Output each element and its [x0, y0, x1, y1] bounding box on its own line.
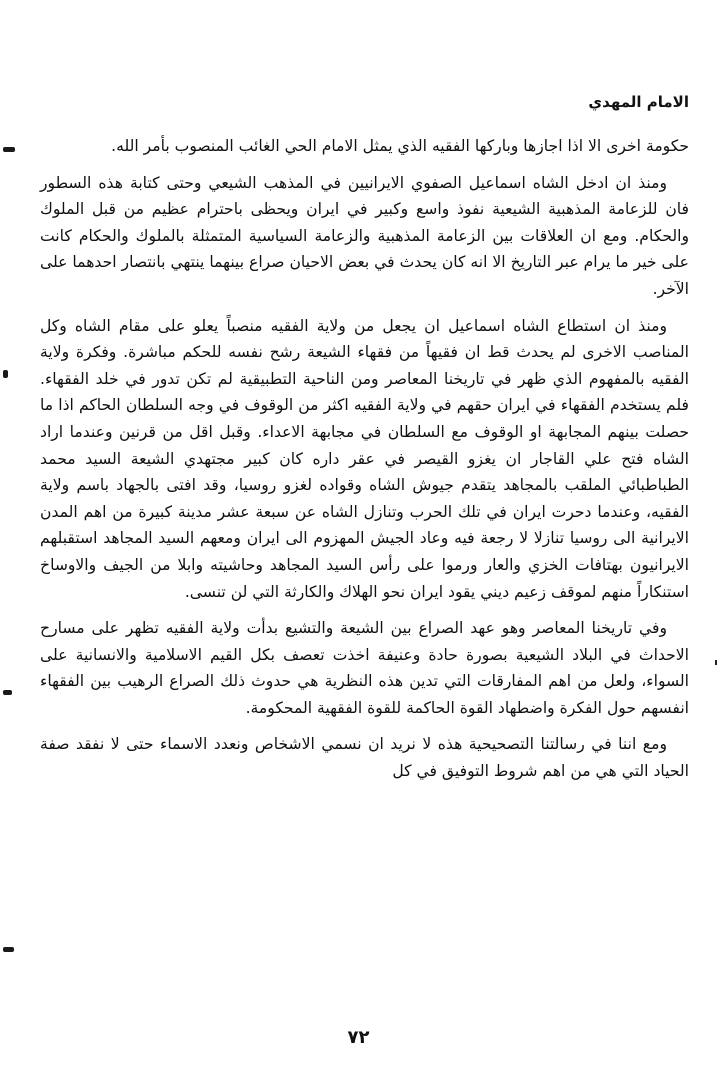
margin-scan-mark	[3, 147, 15, 152]
paragraph: حكومة اخرى الا اذا اجازها وباركها الفقيه الذي يمثل الامام الحي الغائب المنصوب بأمر الله.	[111, 137, 689, 155]
margin-scan-mark	[3, 947, 14, 952]
body-text	[40, 133, 689, 795]
paragraph: ومنذ ان استطاع الشاه اسماعيل ان يجعل من ولاية الفقيه منصباً يعلو على مقام الشاه وكل المناصب الاخرى لم يحدث قط ان فقيهاً من فقهاء الشيعة رشح نفسه للحكم مباشرة. وفكرة ولاية الفقيه بالمفهوم الذي ظهر في تاريخنا المعاصر ومن الناحية التطبيقية لم تكن تدور في خلد الفقهاء. فلم يستخدم الفقهاء في ايران حقهم في ولاية الفقيه اكثر من الوقوف في وجه السلطان الحاكم اذا ما حصلت بينهم المجابهة او الوقوف مع السلطان في مجابهة الاعداء. وقبل اقل من قرنين وعندما اراد الشاه فتح علي القاجار ان يغزو القيصر في عقر داره كان كبير مجتهدي الشيعة السيد محمد الطباطبائي الملقب بالمجاهد يتقدم جيوش الشاه وقواده لغزو روسيا، وقد افتى بالجهاد باسم ولاية الفقيه، وعندما دحرت ايران في تلك الحرب وتنازل الشاه عن سبعة عشر مدينة كبيرة من اهم المدن الايرانية الى روسيا تنازلا لا رجعة فيه وعاد الجيش المهزوم الى ايران ومعهم السيد المجاهد استقبلهم الايرانيون بهتافات الخزي والعار ورموا على رأس السيد المجاهد وحاشيته وابلا من الجيف والاوساخ استنكاراً منهم لموقف زعيم ديني يقود ايران نحو الهلاك والكارثة التي لن تنسى.	[40, 316, 689, 601]
paragraph: ومع اننا في رسالتنا التصحيحية هذه لا نريد ان نسمي الاشخاص ونعدد الاسماء حتى لا نفقد صفة الحياد التي هي من اهم شروط التوفيق في كل	[40, 735, 689, 781]
margin-scan-mark	[3, 370, 8, 378]
running-header: الامام المهدي	[588, 93, 689, 111]
paragraph: ومنذ ان ادخل الشاه اسماعيل الصفوي الايرانيين في المذهب الشيعي وحتى كتابة هذه السطور فان للزعامة المذهبية الشيعية نفوذ واسع وكبير في ايران ويحظى باحترام عظيم من قبل الملوك والحكام. ومع ان العلاقات بين الزعامة المذهبية والزعامة السياسية المتمثلة بالملوك والحكام كانت على خير ما يرام عبر التاريخ الا انه كان يحدث في بعض الاحيان صراع بينهما ينتهي بانتصار احدهما على الآخر.	[40, 173, 689, 298]
paragraph: وفي تاريخنا المعاصر وهو عهد الصراع بين الشيعة والتشيع بدأت ولاية الفقيه تظهر على مسارح الاحداث في البلاد الشيعية بصورة حادة وعنيفة اخذت تعصف بكل القيم الاسلامية والانسانية على السواء، ولعل من اهم المفارقات التي تدين هذه النظرية هي حدوث ذلك الصراع الرهيب بين الفقهاء انفسهم حول الفكرة واضطهاد القوة الحاكمة للقوة الفقهية المحكومة.	[40, 619, 689, 717]
page-number: ٧٢	[347, 1027, 370, 1048]
margin-scan-mark	[3, 690, 12, 695]
